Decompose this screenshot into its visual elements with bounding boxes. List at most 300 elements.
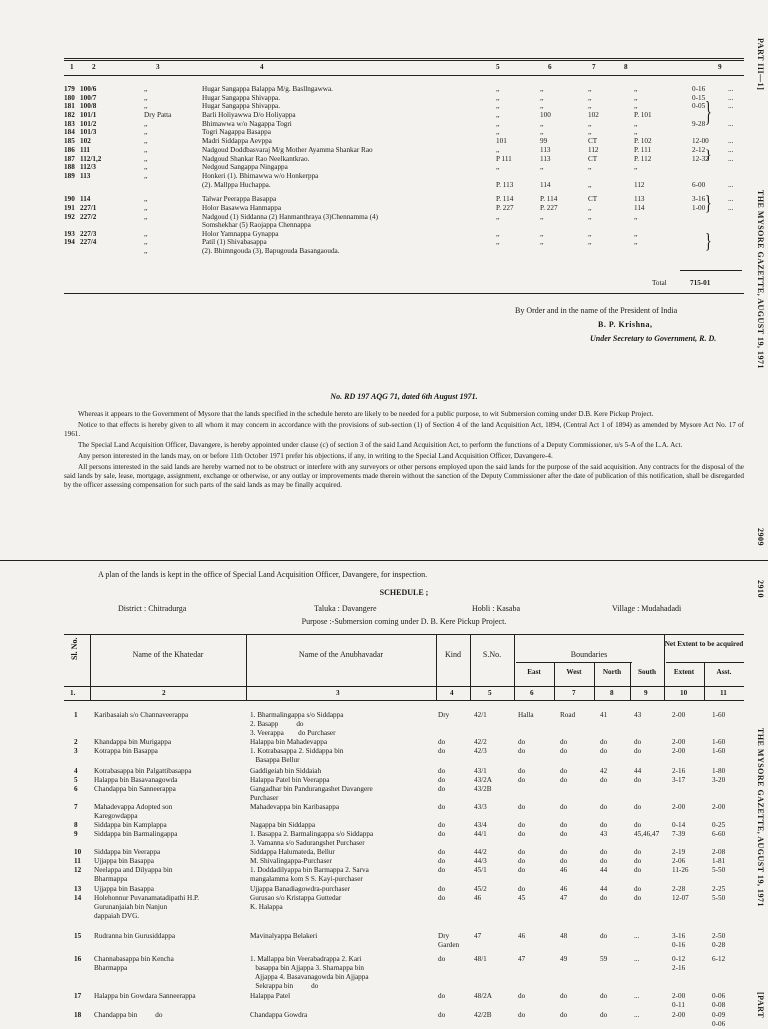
net-extent-rule: [666, 662, 744, 663]
top-table-cell-c1: 179: [64, 85, 75, 93]
schedule-col-number: 7: [572, 689, 576, 697]
taluka: Taluka : Davangere: [314, 604, 377, 613]
top-table-cell-c3: ,,: [144, 172, 148, 180]
schedule-cell-so: do: [634, 857, 642, 865]
top-table-cell-c4: Bhimawwa w/o Nagappa Togri: [202, 120, 292, 128]
total-value: 715-01: [690, 279, 711, 287]
col-south: South: [638, 668, 656, 676]
top-table-cell-c2: 100/7: [80, 94, 97, 102]
signature-designation: Under Secretary to Government, R. D.: [590, 334, 717, 343]
schedule-cell-n: 11: [74, 857, 81, 865]
schedule-cell-a: Gaddigeiah bin Siddaiah: [250, 767, 322, 775]
schedule-cell-e: do: [518, 857, 526, 865]
top-table-cell-c2: 101/1: [80, 111, 97, 119]
schedule-cell-kind: do: [438, 885, 446, 893]
top-table-cell-c5: ,,: [496, 85, 500, 93]
top-table-cell-c2: 100/8: [80, 102, 97, 110]
top-table-cell-c10: ...: [728, 85, 734, 93]
top-table-cell-c2: 227/4: [80, 238, 97, 246]
schedule-cell-k: Ujjappa bin Basappa: [94, 885, 154, 893]
schedule-cell-no: do: [600, 747, 608, 755]
schedule-cell-as: 1-60: [712, 738, 726, 746]
page-divider: [0, 560, 768, 561]
schedule-cell-x: 2-00: [672, 711, 686, 719]
top-table-cell-c3: ,,: [144, 137, 148, 145]
top-table-cell-c6: 99: [540, 137, 548, 145]
top-table-cell-c2: 227/2: [80, 213, 97, 221]
district: District : Chitradurga: [118, 604, 187, 613]
top-table-cell-c8: 113: [634, 195, 645, 203]
top-table-cell-c1: 188: [64, 163, 75, 171]
top-table-cell-c8: ,,: [634, 213, 638, 221]
notification-title: No. RD 197 AQG 71, dated 6th August 1971.: [330, 392, 478, 401]
schedule-cell-e: 46: [518, 932, 526, 940]
col-anubhavadar: Name of the Anubhavadar: [298, 650, 384, 659]
top-table-rule-top: [64, 58, 744, 61]
schedule-cell-x: 2-00: [672, 803, 686, 811]
schedule-cell-w: 46: [560, 885, 568, 893]
schedule-cell-no: do: [600, 857, 608, 865]
schedule-cell-as: 6-60: [712, 830, 726, 838]
top-table-cell-c9: 1-00: [692, 204, 706, 212]
boundaries-rule: [516, 662, 632, 663]
schedule-cell-no: do: [600, 932, 608, 940]
schedule-cell-a: Ujjappa Banadiagowdra-purchaser: [250, 885, 350, 893]
schedule-cell-x: 0-14: [672, 821, 686, 829]
schedule-cell-n: 10: [74, 848, 82, 856]
schedule-cell-x: 11-26: [672, 866, 689, 874]
top-table-cell-c4: (2). Bhimngouda (3), Bapugouda Basangaouda.: [202, 247, 340, 255]
top-table-cell-c7: ,,: [588, 238, 592, 246]
schedule-cell-x: 3-17: [672, 776, 686, 784]
schedule-cell-e: do: [518, 821, 526, 829]
top-table-cell-c5: ,,: [496, 120, 500, 128]
schedule-cell-x: 2-00: [672, 747, 686, 755]
schedule-cell-n: 7: [74, 803, 78, 811]
top-table-cell-c4: Barli Holiyawwa D/o Holiyappa: [202, 111, 296, 119]
top-table-cell-c2: 101/3: [80, 128, 97, 136]
top-table-col-number: 8: [624, 63, 628, 71]
top-table-cell-c2: 227/1: [80, 204, 97, 212]
schedule-cell-so: do: [634, 747, 642, 755]
schedule-cell-as: 1-80: [712, 767, 726, 775]
schedule-cell-e: do: [518, 1011, 526, 1019]
schedule-cell-no: do: [600, 803, 608, 811]
schedule-cell-s: 46: [474, 894, 482, 902]
top-table-cell-c10: ...: [728, 195, 734, 203]
schedule-cell-kind: do: [438, 992, 446, 1000]
plan-line: A plan of the lands is kept in the office of Special Land Acquisition Officer, Davangere, for inspection.: [98, 570, 428, 579]
schedule-cell-no: 42: [600, 767, 608, 775]
notification-para: Notice to that effects is hereby given to all whom it may concern in accordance with the provisions of sub-section (1) of Section 4 of the land Acquisition Act, 1894, (Central Act 1 of 1894) as amended by Mysore Act No. 17 of 1961.: [64, 421, 744, 438]
schedule-cell-e: do: [518, 738, 526, 746]
top-table-cell-c7: ,,: [588, 102, 592, 110]
top-table-cell-c8: ,,: [634, 128, 638, 136]
schedule-cell-s: 45/1: [474, 866, 487, 874]
schedule-cell-x: 12-07: [672, 894, 689, 902]
schedule-cell-k: Rudranna bin Gurusiddappa: [94, 932, 176, 940]
schedule-cell-k: Khandappa bin Murigappa: [94, 738, 172, 746]
top-table-cell-c8: ,,: [634, 85, 638, 93]
top-table-cell-c2: 100/6: [80, 85, 97, 93]
schedule-cell-so: do: [634, 803, 642, 811]
top-table-col-number: 7: [592, 63, 596, 71]
top-table-cell-c4: Nedgoud Sangappa Ningappa: [202, 163, 288, 171]
top-table-cell-c6: ,,: [540, 85, 544, 93]
top-table-cell-c7: CT: [588, 195, 598, 203]
top-table-cell-c5: ,,: [496, 213, 500, 221]
schedule-col-number: 11: [720, 689, 727, 697]
top-table-cell-c2: 112/1,2: [80, 155, 102, 163]
top-table-cell-c3: ,,: [144, 247, 148, 255]
top-table-cell-c10: ...: [728, 155, 734, 163]
schedule-cell-kind: do: [438, 830, 446, 838]
schedule-col-number: 1.: [70, 689, 76, 697]
schedule-cell-a: 1. Basappa 2. Barmalingappa s/o Siddappa 3. Vamanna s/o Sadurangshet Purchaser: [250, 830, 374, 847]
top-table-cell-c4: Nadgoud Doddbasvaraj M/g Mother Ayamma Shankar Rao: [202, 146, 373, 154]
side-gazette-title-bottom: THE MYSORE GAZETTE, AUGUST 19, 1971: [756, 728, 765, 907]
top-table-cell-c4: Togri Nagappa Basappa: [202, 128, 271, 136]
top-table-cell-c3: ,,: [144, 85, 148, 93]
top-table-cell-c5: ,,: [496, 102, 500, 110]
schedule-cell-s: 42/2B: [474, 1011, 492, 1019]
schedule-cell-n: 9: [74, 830, 78, 838]
schedule-cell-e: do: [518, 992, 526, 1000]
top-table-cell-c9: 9-28: [692, 120, 706, 128]
top-table-cell-c5: ,,: [496, 111, 500, 119]
schedule-cell-n: 6: [74, 785, 78, 793]
top-table-cell-c7: ,,: [588, 85, 592, 93]
schedule-cell-as: 2-25: [712, 885, 726, 893]
top-table-cell-c5: ,,: [496, 230, 500, 238]
hobli: Hobli : Kasaba: [472, 604, 520, 613]
top-table-cell-c4: Madri Siddappa Aevppa: [202, 137, 272, 145]
top-table-cell-c3: ,,: [144, 146, 148, 154]
top-table-col-number: 5: [496, 63, 500, 71]
top-table-cell-c3: ,,: [144, 102, 148, 110]
top-table-cell-c8: ,,: [634, 94, 638, 102]
top-table-rule-head: [64, 75, 744, 76]
notification-para: Any person interested in the lands may, on or before 11th October 1971 prefer his objections, if any, in writing to the Special Land Acquisition Officer, Davangere-4.: [78, 452, 553, 460]
top-table-cell-c10: ...: [728, 120, 734, 128]
top-table-cell-c9: 0-16: [692, 85, 706, 93]
col-boundaries: Boundaries: [570, 650, 608, 659]
schedule-cell-k: Channabasappa bin Kencha Bharmappa: [94, 955, 174, 972]
schedule-col-number: 6: [530, 689, 534, 697]
schedule-cell-no: do: [600, 738, 608, 746]
schedule-cell-k: Siddappa bin Veerappa: [94, 848, 161, 856]
schedule-cell-a: Mahadevappa bin Karibasappa: [250, 803, 340, 811]
schedule-cell-a: Halappa bin Mahadevappa: [250, 738, 328, 746]
schedule-cell-kind: do: [438, 1011, 446, 1019]
top-table-cell-c7: CT: [588, 137, 598, 145]
schedule-cell-kind: do: [438, 821, 446, 829]
schedule-cell-so: do: [634, 885, 642, 893]
top-table-cell-c4: Patil (1) Shivabasappa: [202, 238, 267, 246]
schedule-cell-n: 3: [74, 747, 78, 755]
schedule-cell-n: 5: [74, 776, 78, 784]
schedule-cell-so: do: [634, 738, 642, 746]
schedule-cell-x: 2-06: [672, 857, 686, 865]
schedule-col-number: 3: [336, 689, 340, 697]
top-table-cell-c8: 114: [634, 204, 645, 212]
top-table-cell-c2: 227/3: [80, 230, 97, 238]
schedule-cell-w: do: [560, 821, 568, 829]
schedule-col-number: 9: [644, 689, 648, 697]
schedule-cell-a: M. Shivalingappa-Purchaser: [250, 857, 332, 865]
top-table-cell-c6: ,,: [540, 120, 544, 128]
schedule-cell-so: ...: [634, 992, 640, 1000]
col-slno: Sl. No.: [70, 637, 79, 660]
schedule-cell-k: Neelappa and Dilyappa bin Bharmappa: [94, 866, 173, 883]
top-table-cell-c6: 100: [540, 111, 551, 119]
schedule-cell-no: do: [600, 821, 608, 829]
schedule-cell-x: 2-16: [672, 767, 686, 775]
top-table-cell-c7: 102: [588, 111, 599, 119]
schedule-col-number: 4: [450, 689, 454, 697]
top-table-cell-c4: Holor Basawwa Hanmappa: [202, 204, 282, 212]
top-table-cell-c1: 183: [64, 120, 75, 128]
schedule-cell-n: 17: [74, 992, 82, 1000]
schedule-rule-top: [64, 634, 744, 635]
top-table-cell-c9: 3-16: [692, 195, 706, 203]
top-table-cell-c8: P. 111: [634, 146, 652, 154]
schedule-cell-w: do: [560, 830, 568, 838]
schedule-cell-w: do: [560, 848, 568, 856]
top-table-cell-c6: ,,: [540, 213, 544, 221]
top-table-cell-c6: 113: [540, 146, 551, 154]
top-table-cell-c7: ,,: [588, 204, 592, 212]
schedule-cell-a: Halappa Patel: [250, 992, 291, 1000]
schedule-cell-s: 43/2A: [474, 776, 492, 784]
top-table-cell-c8: ,,: [634, 163, 638, 171]
schedule-cell-w: do: [560, 992, 568, 1000]
top-table-cell-c4: Nadgoud Shankar Rao Neelkantkrao.: [202, 155, 310, 163]
schedule-cell-k: Holehonnur Puvanamatadipathi H.P. Gurunanjaiah bin Nanjun dappaiah DVG.: [94, 894, 199, 920]
top-table-col-number: 4: [260, 63, 264, 71]
schedule-cell-k: Kotrappa bin Basappa: [94, 747, 158, 755]
schedule-cell-kind: do: [438, 785, 446, 793]
top-table-cell-c10: ...: [728, 204, 734, 212]
schedule-cell-no: 44: [600, 866, 608, 874]
col-line: [514, 634, 515, 700]
notification-para: Whereas it appears to the Government of Mysore that the lands specified in the schedule hereto are likely to be needed for a public purpose, to wit Submersion coming under D.B. Kere Pickup Project.: [78, 410, 654, 418]
top-table-cell-c5: P. 113: [496, 181, 514, 189]
schedule-cell-as: 2-00: [712, 803, 726, 811]
top-table-cell-c9: 12-32: [692, 155, 709, 163]
schedule-cell-s: 43/1: [474, 767, 487, 775]
top-table-cell-c6: ,,: [540, 238, 544, 246]
schedule-cell-e: do: [518, 848, 526, 856]
schedule-cell-as: 5-50: [712, 894, 726, 902]
top-table-cell-c5: ,,: [496, 94, 500, 102]
side-gazette-title-top: THE MYSORE GAZETTE, AUGUST 19, 1971: [756, 190, 765, 369]
top-table-cell-c4: Hugar Sangappa Shivappa.: [202, 102, 281, 110]
top-table-cell-c4: (2). Mallppa Huchappa.: [202, 181, 271, 189]
top-table-cell-c2: 111: [80, 146, 90, 154]
side-part: PART III—1]: [756, 38, 765, 91]
notification-body: [64, 410, 744, 492]
top-table-cell-c1: 181: [64, 102, 75, 110]
top-table-cell-c8: ,,: [634, 230, 638, 238]
top-table-cell-c3: ,,: [144, 230, 148, 238]
top-table-cell-c10: ...: [728, 146, 734, 154]
top-table-cell-c8: P. 112: [634, 155, 652, 163]
schedule-cell-kind: do: [438, 866, 446, 874]
schedule-cell-e: do: [518, 866, 526, 874]
col-sno: S.No.: [482, 650, 502, 659]
schedule-cell-e: do: [518, 830, 526, 838]
schedule-cell-a: 1. Mallappa bin Veerabadrappa 2. Kari basappa bin Ajjappa 3. Sharnappa bin Ajjappa 4. Basavanagowda bin Ajjappa Sekrappa bin do: [250, 955, 369, 990]
schedule-cell-as: 0-06 0-08: [712, 992, 726, 1009]
top-table-cell-c6: P. 114: [540, 195, 558, 203]
schedule-col-number: 10: [680, 689, 688, 697]
brace: }: [705, 148, 712, 163]
schedule-cell-x: 7-39: [672, 830, 686, 838]
top-table-cell-c5: ,,: [496, 238, 500, 246]
top-table-cell-c3: ,,: [144, 120, 148, 128]
schedule-cell-as: 6-12: [712, 955, 726, 963]
top-table-cell-c8: P. 102: [634, 137, 652, 145]
brace: }: [705, 99, 712, 129]
schedule-cell-s: 47: [474, 932, 482, 940]
schedule-cell-so: 45,46,47: [634, 830, 660, 838]
schedule-cell-so: ...: [634, 955, 640, 963]
schedule-cell-k: Ujjappa bin Basappa: [94, 857, 154, 865]
schedule-cell-n: 13: [74, 885, 82, 893]
top-table-cell-c3: Dry Patta: [144, 111, 172, 119]
top-table-cell-c5: P. 114: [496, 195, 514, 203]
schedule-cell-kind: Dry Garden: [438, 932, 460, 949]
top-table-cell-c2: 101/2: [80, 120, 97, 128]
col-khatedar: Name of the Khatedar: [132, 650, 204, 659]
top-table-cell-c4: Holor Yamnappa Gynappa: [202, 230, 279, 238]
schedule-cell-w: Road: [560, 711, 576, 719]
top-table-cell-c4: Talwar Peerappa Basappa: [202, 195, 277, 203]
schedule-cell-k: Siddappa bin Barmalingappa: [94, 830, 178, 838]
schedule-cell-kind: do: [438, 776, 446, 784]
schedule-cell-no: do: [600, 848, 608, 856]
top-table-cell-c6: ,,: [540, 163, 544, 171]
top-table-cell-c3: ,,: [144, 163, 148, 171]
top-table-cell-c5: ,,: [496, 128, 500, 136]
col-asst: Asst.: [716, 668, 732, 676]
top-table-cell-c10: ...: [728, 102, 734, 110]
top-table-cell-c8: ,,: [634, 102, 638, 110]
schedule-cell-so: 44: [634, 767, 642, 775]
schedule-cell-as: 1-60: [712, 711, 726, 719]
schedule-cell-no: do: [600, 992, 608, 1000]
schedule-cell-k: Halappa bin Gowdara Sanneerappa: [94, 992, 196, 1000]
schedule-cell-w: 48: [560, 932, 568, 940]
top-table-cell-c1: 189: [64, 172, 75, 180]
top-table-cell-c10: ...: [728, 94, 734, 102]
schedule-cell-kind: do: [438, 848, 446, 856]
schedule-cell-no: 59: [600, 955, 608, 963]
top-table-cell-c6: 114: [540, 181, 551, 189]
schedule-cell-w: 47: [560, 894, 568, 902]
top-table-cell-c1: 184: [64, 128, 75, 136]
top-table-cell-c10: ...: [728, 137, 734, 145]
top-table-cell-c10: ...: [728, 181, 734, 189]
schedule-cell-s: 42/2: [474, 738, 487, 746]
total-label: Total: [652, 279, 667, 287]
top-table-cell-c1: 192: [64, 213, 75, 221]
schedule-cell-s: 43/3: [474, 803, 487, 811]
schedule-cell-x: 0-12 2-16: [672, 955, 686, 972]
schedule-rule-nums-top: [64, 686, 744, 687]
top-table-cell-c9: 6-00: [692, 181, 706, 189]
top-table-cell-c1: 190: [64, 195, 75, 203]
schedule-cell-no: 43: [600, 830, 608, 838]
top-table-cell-c1: 187: [64, 155, 75, 163]
schedule-col-number: 2: [162, 689, 166, 697]
side-page-number-bottom: 2910: [756, 580, 765, 598]
top-table-cell-c3: ,,: [144, 195, 148, 203]
top-table-cell-c5: ,,: [496, 146, 500, 154]
schedule-cell-a: 1. Kotrabasappa 2. Siddappa bin Basappa Bellur: [250, 747, 344, 764]
top-table-col-number: 2: [92, 63, 96, 71]
top-table-col-number: 6: [548, 63, 552, 71]
schedule-cell-k: Mahadevappa Adopted son Karegowdappa: [94, 803, 173, 820]
schedule-cell-a: Gangadhar bin Pandurangashet Davangere Purchaser: [250, 785, 373, 802]
schedule-cell-kind: do: [438, 857, 446, 865]
top-table-cell-c5: ,,: [496, 163, 500, 171]
schedule-cell-n: 12: [74, 866, 82, 874]
schedule-cell-e: do: [518, 803, 526, 811]
top-table-cell-c7: ,,: [588, 230, 592, 238]
schedule-cell-x: 2-28: [672, 885, 686, 893]
schedule-cell-x: 2-00 0-11: [672, 992, 686, 1009]
schedule-cell-so: do: [634, 848, 642, 856]
schedule-cell-w: 46: [560, 866, 568, 874]
top-table-cell-c9: 0-15: [692, 94, 706, 102]
schedule-cell-s: 44/2: [474, 848, 487, 856]
top-table-cell-c1: 186: [64, 146, 75, 154]
schedule-cell-w: 49: [560, 955, 568, 963]
schedule-cell-as: 2-50 0-28: [712, 932, 726, 949]
col-line: [246, 634, 247, 700]
schedule-cell-w: do: [560, 776, 568, 784]
top-table-cell-c3: ,,: [144, 155, 148, 163]
top-table-cell-c8: 112: [634, 181, 645, 189]
schedule-cell-as: 2-08: [712, 848, 726, 856]
schedule-cell-so: do: [634, 894, 642, 902]
schedule-cell-e: do: [518, 767, 526, 775]
schedule-cell-kind: do: [438, 803, 446, 811]
signature-order: By Order and in the name of the President of India: [515, 306, 678, 315]
col-west: West: [566, 668, 582, 676]
top-table-cell-c5: P 111: [496, 155, 512, 163]
notification-para: The Special Land Acquisition Officer, Davangere, is hereby appointed under clause (c) of section 3 of the said Land Acquisition Act, to perform the functions of a Deputy Commissioner, u/s 5-A of the L.A. Act.: [78, 441, 683, 449]
schedule-cell-w: do: [560, 857, 568, 865]
top-table-cell-c2: 113: [80, 172, 91, 180]
schedule-cell-s: 42/3: [474, 747, 487, 755]
top-table-cell-c6: 113: [540, 155, 551, 163]
schedule-cell-k: Chandappa bin do: [94, 1011, 163, 1019]
schedule-cell-as: 0-09 0-06: [712, 1011, 726, 1028]
schedule-cell-no: 44: [600, 885, 608, 893]
top-table-cell-c7: CT: [588, 155, 598, 163]
schedule-cell-w: do: [560, 1011, 568, 1019]
total-rule-top: [680, 270, 742, 271]
top-table-cell-c6: ,,: [540, 94, 544, 102]
top-table-col-number: 9: [718, 63, 722, 71]
schedule-cell-no: do: [600, 1011, 608, 1019]
schedule-cell-kind: do: [438, 747, 446, 755]
top-table-cell-c5: 101: [496, 137, 507, 145]
schedule-cell-x: 2-00: [672, 738, 686, 746]
